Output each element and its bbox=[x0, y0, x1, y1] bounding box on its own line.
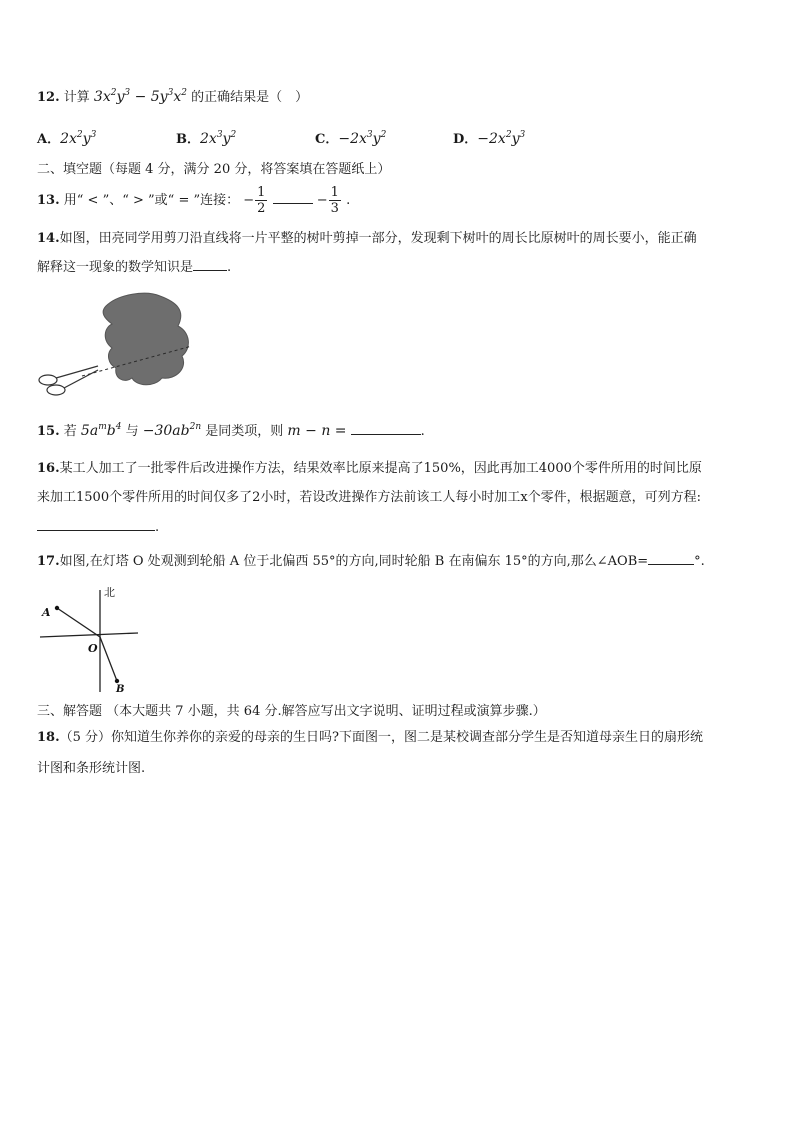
q16-line-3: . bbox=[37, 517, 159, 538]
q18-line-1: 18.（5 分）你知道生你养你的亲爱的母亲的生日吗?下面图一，图二是某校调查部分学生是否知道母亲生日的扇形统 bbox=[37, 730, 703, 745]
q12-option-c: C．$-2x^3y^2$ bbox=[315, 130, 387, 147]
q16-answer-blank[interactable] bbox=[37, 517, 155, 531]
q18-number: 18. bbox=[37, 730, 60, 745]
q14-line-1: 14.如图，田亮同学用剪刀沿直线将一片平整的树叶剪掉一部分，发现剩下树叶的周长比原树叶的周长要小，能正确 bbox=[37, 231, 697, 246]
q12-number: 12. bbox=[37, 90, 60, 105]
q15-answer-blank[interactable] bbox=[351, 421, 421, 435]
q13-text: 用“ < ”、“ > ”或“ = ”连接： bbox=[63, 193, 240, 208]
ray-oa bbox=[57, 608, 100, 637]
label-o: O bbox=[88, 642, 98, 655]
q15-stem: 15. 若 $5a^mb^4$ 与 $-30ab^{2n}$ 是同类项，则 m − n = . bbox=[37, 422, 425, 439]
section-2-heading: 二、填空题（每题 4 分，满分 20 分，将答案填在答题纸上） bbox=[37, 162, 391, 177]
q17-number: 17. bbox=[37, 554, 60, 569]
bearing-diagram bbox=[38, 580, 142, 694]
q13-fraction-2: $\frac{1}{3}$ bbox=[330, 185, 339, 216]
point-b bbox=[115, 679, 119, 683]
east-west-axis bbox=[40, 633, 138, 637]
scissors-icon bbox=[39, 366, 98, 395]
leaf-scissors-figure bbox=[36, 288, 196, 400]
q14-answer-blank[interactable] bbox=[193, 257, 227, 271]
q15-expression: m − n = bbox=[287, 423, 347, 439]
leaf-shape bbox=[103, 293, 188, 385]
q13-stem: 13. 用“ < ”、“ > ”或“ = ”连接： − $\frac{1}{2}$ − $\frac{1}{3}$ . bbox=[37, 185, 351, 216]
q15-term-1: $5a^mb^4$ bbox=[80, 422, 122, 439]
q12-expression: $3x^2y^3 - 5y^3x^2$ bbox=[93, 88, 187, 105]
point-a bbox=[55, 606, 59, 610]
label-a: A bbox=[42, 606, 51, 619]
q18-line-2: 计图和条形统计图. bbox=[37, 761, 146, 776]
q12-option-d: D．$-2x^2y^3$ bbox=[453, 130, 526, 147]
q13-number: 13. bbox=[37, 193, 60, 208]
q14-number: 14. bbox=[37, 231, 60, 246]
q15-number: 15. bbox=[37, 424, 60, 439]
north-label: 北 bbox=[104, 586, 115, 599]
ray-ob bbox=[100, 637, 117, 681]
q12-option-b: B．$2x^3y^2$ bbox=[176, 130, 237, 147]
q12-stem-pre: 计算 bbox=[63, 90, 90, 105]
q17-stem: 17.如图,在灯塔 O 处观测到轮船 A 位于北偏西 55°的方向,同时轮船 B 在南偏东 15°的方向,那么∠AOB= °. bbox=[37, 551, 705, 572]
q12-stem-post: 的正确结果是（ ） bbox=[191, 90, 309, 105]
q12-option-a: A．$2x^2y^3$ bbox=[37, 130, 97, 147]
q14-line-2: 解释这一现象的数学知识是 . bbox=[37, 257, 231, 278]
q13-fraction-1: $\frac{1}{2}$ bbox=[257, 185, 266, 216]
section-3-heading: 三、解答题 （本大题共 7 小题，共 64 分.解答应写出文字说明、证明过程或演算步骤.） bbox=[37, 704, 546, 719]
q15-term-2: $-30ab^{2n}$ bbox=[142, 422, 202, 439]
q12-stem bbox=[37, 87, 308, 108]
q17-answer-blank[interactable] bbox=[648, 551, 694, 565]
q13-answer-blank[interactable] bbox=[273, 190, 313, 204]
q16-number: 16. bbox=[37, 461, 60, 476]
label-b: B bbox=[116, 684, 125, 694]
q16-line-2: 来加工1500个零件所用的时间仅多了2小时，若设改进操作方法前该工人每小时加工x个零件，根据题意，可列方程: bbox=[37, 490, 702, 505]
q16-line-1: 16.某工人加工了一批零件后改进操作方法，结果效率比原来提高了150%，因此再加工4000个零件所用的时间比原 bbox=[37, 461, 702, 476]
